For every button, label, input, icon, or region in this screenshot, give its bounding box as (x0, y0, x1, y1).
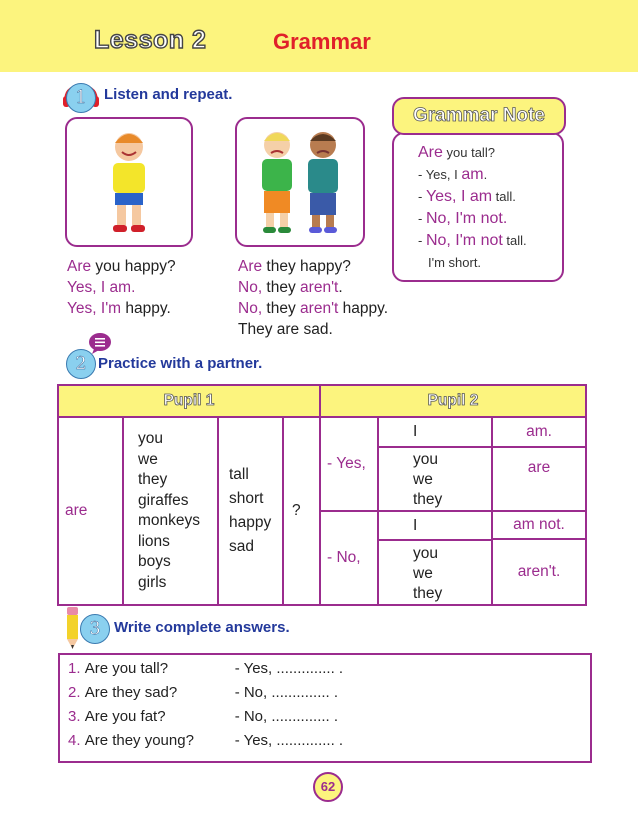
answer-blank-3[interactable]: .............. (271, 708, 330, 725)
right-long-answer: No, they aren't happy. (238, 300, 389, 317)
adjectives-cell: tall short happy sad (218, 417, 283, 605)
grammar-note-box (392, 132, 564, 282)
answer-blank-2[interactable]: .............. (271, 684, 330, 701)
sad-boys-illustration (237, 119, 363, 245)
exercise-item-1: 1. Are you tall? - Yes, .............. . (68, 660, 344, 677)
practice-table (57, 384, 587, 606)
subjects-cell: you we they giraffes monkeys lions boys girls (123, 417, 218, 605)
picture-happy-boy (65, 117, 193, 247)
section-number-3: 3 (80, 614, 110, 644)
no-plural-list: you we they (413, 544, 443, 602)
question-mark-cell: ? (283, 417, 320, 605)
exercise-item-3: 3. Are you fat? - No, .............. . (68, 708, 339, 725)
grammar-note-lines: Are you tall? - Yes, I am. - Yes, I am tall. - No, I'm not. - No, I'm not tall. I'm short. (418, 144, 527, 270)
yes-plural-list: you we they (413, 451, 443, 508)
pupil1-header: Pupil 1 (58, 385, 320, 417)
are-cell: are (58, 417, 123, 605)
yes-verbs-cell: am. are (492, 417, 586, 511)
exercise-item-4: 4. Are they young? - Yes, .............. . (68, 732, 344, 749)
exercise-item-2: 2. Are they sad? - No, .............. . (68, 684, 339, 701)
speech-bubble-icon (88, 332, 112, 354)
left-long-answer: Yes, I'm happy. (67, 300, 171, 317)
exercise-list (68, 657, 343, 753)
right-short-answer: No, they aren't. (238, 279, 343, 296)
section-title-practice: Practice with a partner. (98, 355, 263, 372)
topic-title: Grammar (273, 29, 371, 54)
exercise-box (58, 653, 592, 763)
section-title-write: Write complete answers. (114, 619, 290, 636)
no-verbs-cell: am not. aren't. (492, 511, 586, 605)
section-number-2: 2 (66, 349, 96, 379)
left-question: Are you happy? (67, 258, 176, 275)
happy-boy-illustration (67, 119, 191, 245)
right-extra-sentence: They are sad. (238, 321, 333, 338)
section-number-1: 1 (66, 83, 96, 113)
answer-blank-4[interactable]: .............. (276, 732, 335, 749)
no-cell: - No, (320, 511, 378, 605)
section-title-listen: Listen and repeat. (104, 86, 233, 103)
picture-sad-boys (235, 117, 365, 247)
answer-blank-1[interactable]: .............. (276, 660, 335, 677)
no-subjects-cell: I you we they (378, 511, 492, 605)
left-short-answer: Yes, I am. (67, 279, 136, 296)
right-sentences (238, 256, 388, 340)
grammar-note-title: Grammar Note (392, 97, 566, 135)
yes-subjects-cell: I you we they (378, 417, 492, 511)
pupil2-header: Pupil 2 (320, 385, 586, 417)
left-sentences (67, 256, 176, 319)
page-number: 62 (313, 772, 343, 802)
lesson-title: Lesson 2 (94, 26, 207, 54)
right-question: Are they happy? (238, 258, 351, 275)
yes-cell: - Yes, (320, 417, 378, 511)
